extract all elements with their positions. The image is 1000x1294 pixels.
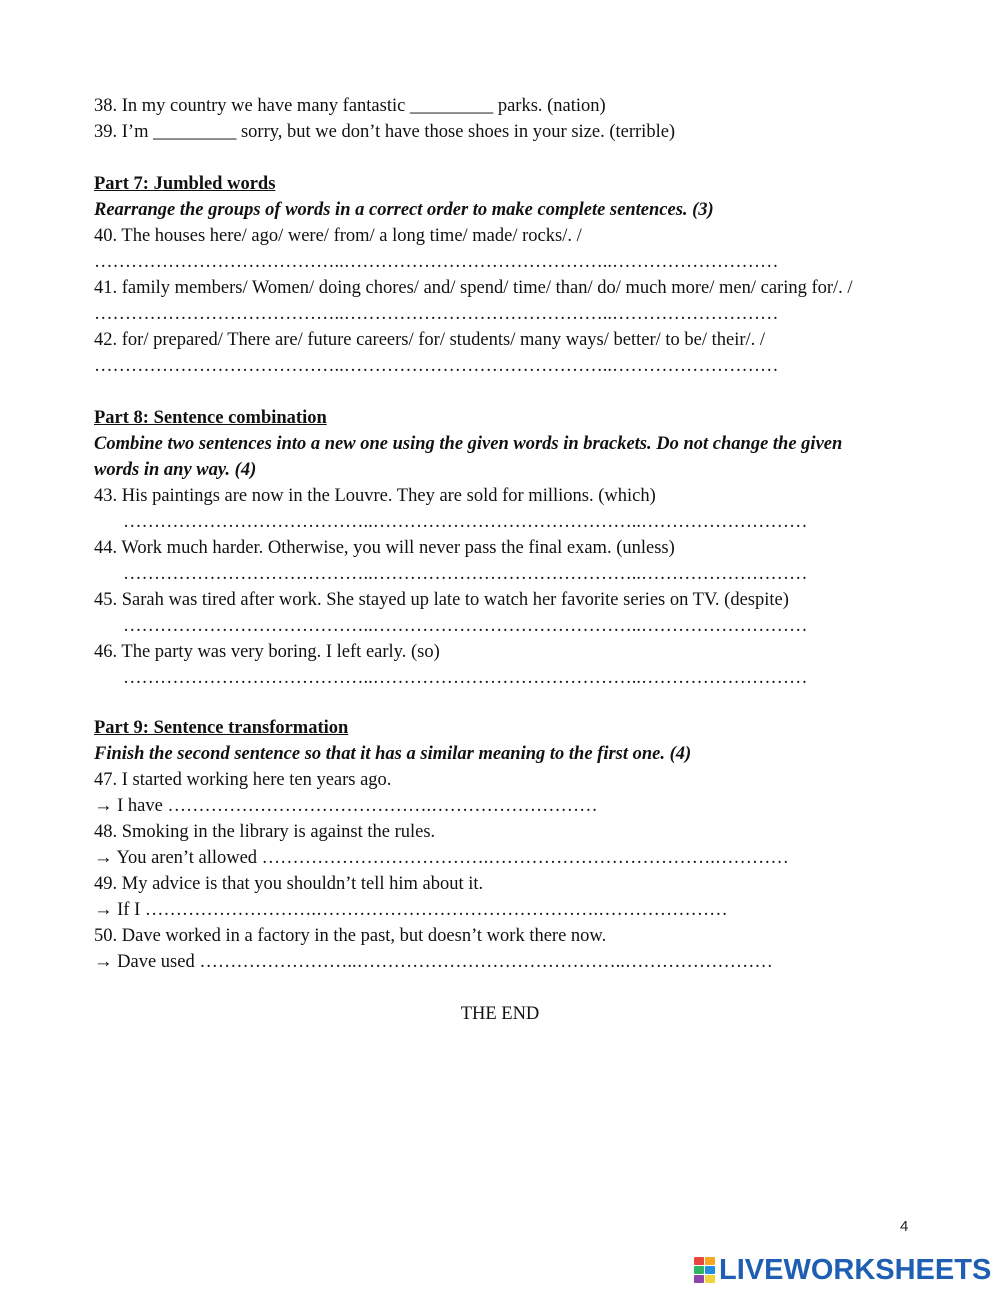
part9-instruction: Finish the second sentence so that it has a similar meaning to the first one. (4) bbox=[94, 744, 692, 764]
question-43: 43. His paintings are now in the Louvre. They are sold for millions. (which) bbox=[94, 486, 656, 506]
answer-line-43[interactable]: …………………………………..……………………………………..……………………… bbox=[123, 512, 808, 532]
answer-47[interactable]: → I have …………………………………….……………………… bbox=[94, 796, 598, 816]
question-45: 45. Sarah was tired after work. She stayed up late to watch her favorite series on TV. (despite) bbox=[94, 590, 789, 610]
question-40: 40. The houses here/ ago/ were/ from/ a long time/ made/ rocks/. / bbox=[94, 226, 582, 246]
question-39: 39. I’m _________ sorry, but we don’t have those shoes in your size. (terrible) bbox=[94, 122, 676, 142]
part7-instruction: Rearrange the groups of words in a correct order to make complete sentences. (3) bbox=[94, 200, 714, 220]
liveworksheets-logo[interactable] bbox=[694, 1256, 991, 1284]
question-46: 46. The party was very boring. I left early. (so) bbox=[94, 642, 440, 662]
answer-line-44[interactable]: …………………………………..……………………………………..……………………… bbox=[123, 564, 808, 584]
the-end-text: THE END bbox=[460, 1004, 540, 1024]
question-38: 38. In my country we have many fantastic _________ parks. (nation) bbox=[94, 96, 606, 116]
answer-49[interactable]: → If I ……………………….……………………………………….………………… bbox=[94, 900, 728, 920]
answer-line-46[interactable]: …………………………………..……………………………………..……………………… bbox=[123, 668, 808, 688]
logo-text: LIVEWORKSHEETS bbox=[719, 1254, 992, 1286]
question-48: 48. Smoking in the library is against the rules. bbox=[94, 822, 436, 842]
part8-instruction-line1: Combine two sentences into a new one using the given words in brackets. Do not change the given bbox=[94, 434, 843, 454]
part7-heading: Part 7: Jumbled words bbox=[94, 174, 276, 194]
answer-50[interactable]: → Dave used ……………………..……………………………………..…………………… bbox=[94, 952, 773, 972]
question-49: 49. My advice is that you shouldn’t tell him about it. bbox=[94, 874, 484, 894]
question-44: 44. Work much harder. Otherwise, you will never pass the final exam. (unless) bbox=[94, 538, 675, 558]
answer-line-40[interactable]: …………………………………..……………………………………..……………………… bbox=[94, 252, 779, 272]
part8-heading: Part 8: Sentence combination bbox=[94, 408, 327, 428]
question-47: 47. I started working here ten years ago. bbox=[94, 770, 392, 790]
answer-48[interactable]: → You aren’t allowed ……………………………….……………………………….………… bbox=[94, 848, 789, 868]
question-50: 50. Dave worked in a factory in the past, but doesn’t work there now. bbox=[94, 926, 607, 946]
answer-line-42[interactable]: …………………………………..……………………………………..……………………… bbox=[94, 356, 779, 376]
logo-tiles-icon bbox=[694, 1257, 715, 1283]
question-42: 42. for/ prepared/ There are/ future careers/ for/ students/ many ways/ better/ to be/ their/. / bbox=[94, 330, 766, 350]
question-41: 41. family members/ Women/ doing chores/ and/ spend/ time/ than/ do/ much more/ men/ caring for/. / bbox=[94, 278, 853, 298]
part9-heading: Part 9: Sentence transformation bbox=[94, 718, 349, 738]
part8-instruction-line2: words in any way. (4) bbox=[94, 460, 257, 480]
page-number: 4 bbox=[900, 1218, 909, 1235]
answer-line-45[interactable]: …………………………………..……………………………………..……………………… bbox=[123, 616, 808, 636]
answer-line-41[interactable]: …………………………………..……………………………………..……………………… bbox=[94, 304, 779, 324]
